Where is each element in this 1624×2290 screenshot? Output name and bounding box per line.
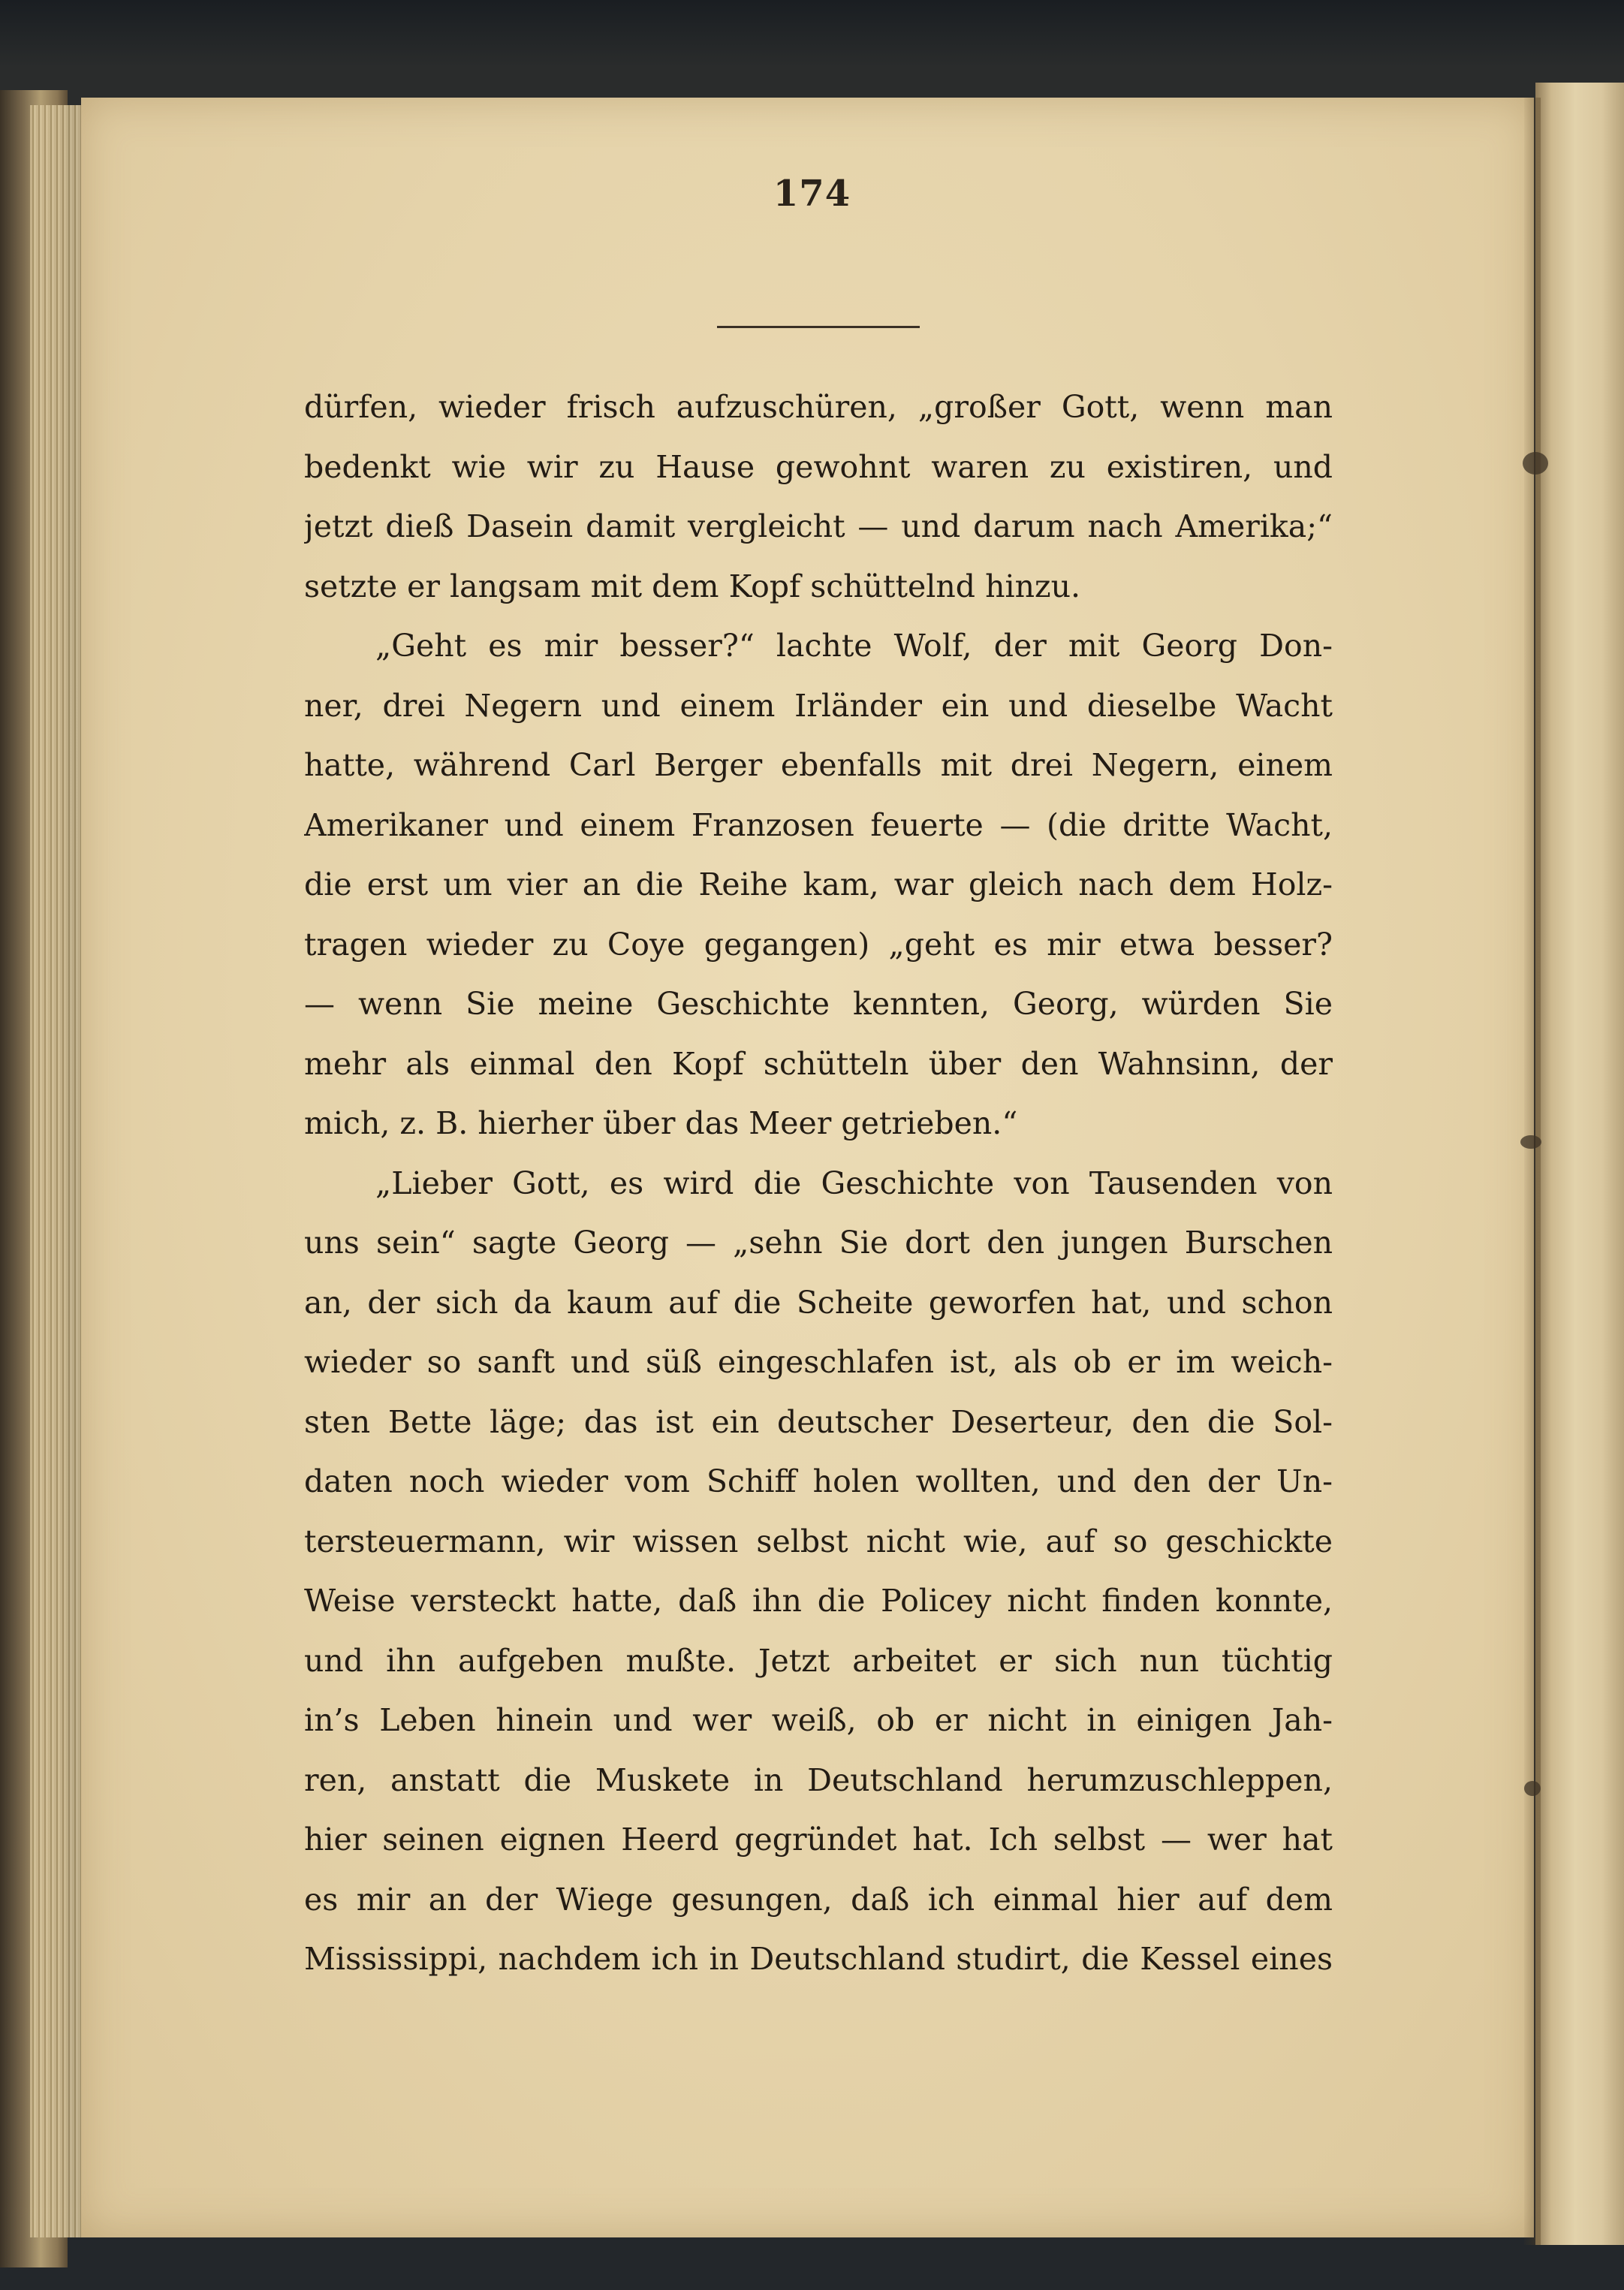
text-line: ner, drei Negern und einem Irländer ein und dieselbe Wacht: [304, 687, 1333, 724]
text-line: uns sein“ sagte Georg — „sehn Sie dort den jungen Burschen: [304, 1225, 1333, 1261]
text-line: Weise versteckt hatte, daß ihn die Policey nicht finden konnte,: [304, 1583, 1333, 1619]
text-line: in’s Leben hinein und wer weiß, ob er nicht in einigen Jah-: [304, 1702, 1333, 1738]
text-line: setzte er langsam mit dem Kopf schüttelnd hinzu.: [304, 568, 1081, 604]
text-line: sten Bette läge; das ist ein deutscher Deserteur, den die Sol-: [304, 1403, 1333, 1440]
text-line: Amerikaner und einem Franzosen feuerte — (die dritte Wacht,: [304, 806, 1333, 843]
text-line: dürfen, wieder frisch aufzuschüren, „großer Gott, wenn man: [304, 389, 1333, 425]
paper-stain: [1524, 1781, 1541, 1796]
text-line: es mir an der Wiege gesungen, daß ich einmal hier auf dem: [304, 1881, 1333, 1918]
page-shadow: [1524, 98, 1541, 2245]
text-line: tersteuermann, wir wissen selbst nicht wie, auf so geschickte: [304, 1523, 1333, 1559]
text-line: bedenkt wie wir zu Hause gewohnt waren zu existiren, und: [304, 448, 1333, 485]
text-line: „Lieber Gott, es wird die Geschichte von Tausenden von: [375, 1165, 1333, 1201]
text-line: jetzt dieß Dasein damit vergleicht — und darum nach Amerika;“: [304, 508, 1333, 544]
text-line: die erst um vier an die Reihe kam, war gleich nach dem Holz-: [304, 866, 1333, 902]
next-page-edge: [1535, 83, 1624, 2245]
text-line: wieder so sanft und süß eingeschlafen ist, als ob er im weich-: [304, 1344, 1333, 1380]
text-line: und ihn aufgeben mußte. Jetzt arbeitet er sich nun tüchtig: [304, 1642, 1333, 1679]
text-line: tragen wieder zu Coye gegangen) „geht es mir etwa besser?: [304, 926, 1333, 963]
text-line: Mississippi, nachdem ich in Deutschland studirt, die Kessel eines: [304, 1941, 1333, 1977]
text-line: an, der sich da kaum auf die Scheite geworfen hat, und schon: [304, 1284, 1333, 1321]
text-line: — wenn Sie meine Geschichte kennten, Georg, würden Sie: [304, 986, 1333, 1022]
text-line: „Geht es mir besser?“ lachte Wolf, der mit Georg Don-: [375, 628, 1333, 664]
paper-stain: [1523, 452, 1548, 475]
text-line: hier seinen eignen Heerd gegründet hat. Ich selbst — wer hat: [304, 1821, 1333, 1858]
text-line: hatte, während Carl Berger ebenfalls mit drei Negern, einem: [304, 747, 1333, 783]
page-number: 174: [773, 173, 851, 215]
text-line: ren, anstatt die Muskete in Deutschland herumzuschleppen,: [304, 1761, 1333, 1798]
paper-stain: [1520, 1135, 1541, 1149]
text-line: mehr als einmal den Kopf schütteln über den Wahnsinn, der: [304, 1045, 1333, 1082]
text-line: daten noch wieder vom Schiff holen wollten, und den der Un-: [304, 1463, 1333, 1499]
body-text: [304, 378, 1333, 1992]
text-line: mich, z. B. hierher über das Meer getrieben.“: [304, 1105, 1018, 1141]
header-rule: [717, 326, 920, 328]
